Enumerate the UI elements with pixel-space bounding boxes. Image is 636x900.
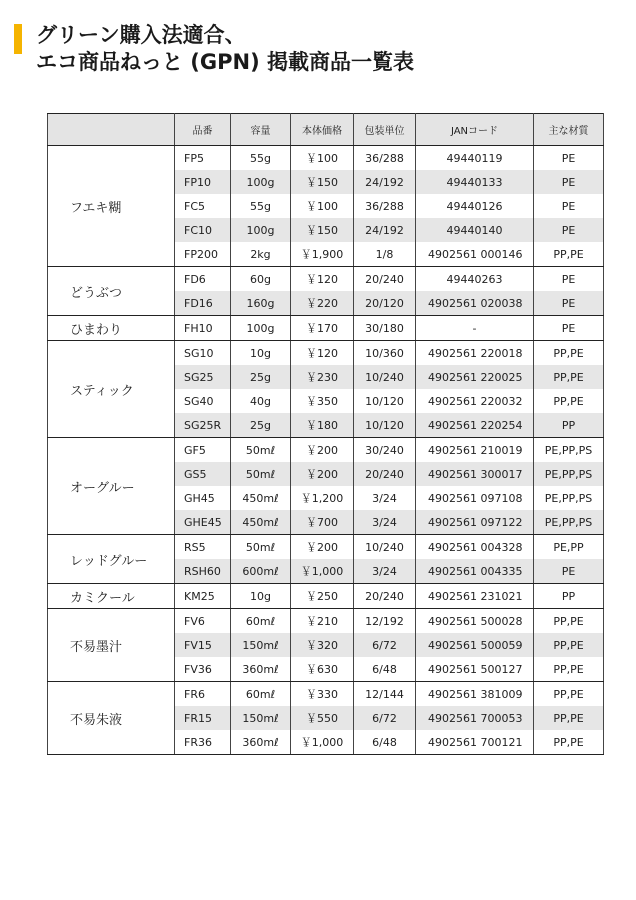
jan-code-cell: 4902561 381009	[416, 682, 534, 707]
jan-code-cell: 4902561 210019	[416, 438, 534, 463]
pack-unit-cell: 20/240	[354, 584, 416, 609]
volume-cell: 60g	[231, 267, 291, 292]
header-price: 本体価格	[291, 114, 354, 146]
pack-unit-cell: 20/240	[354, 267, 416, 292]
jan-code-cell: 49440263	[416, 267, 534, 292]
volume-cell: 100g	[231, 170, 291, 194]
product-code-cell: FP5	[175, 146, 231, 171]
volume-cell: 60mℓ	[231, 682, 291, 707]
price-cell: ￥1,000	[291, 559, 354, 584]
jan-code-cell: 4902561 500028	[416, 609, 534, 634]
product-code-cell: FR36	[175, 730, 231, 755]
pack-unit-cell: 10/240	[354, 535, 416, 560]
product-code-cell: FV15	[175, 633, 231, 657]
product-code-cell: FH10	[175, 316, 231, 341]
price-cell: ￥200	[291, 462, 354, 486]
pack-unit-cell: 36/288	[354, 194, 416, 218]
price-cell: ￥180	[291, 413, 354, 438]
material-cell: PP,PE	[534, 242, 604, 267]
table-row	[48, 682, 604, 707]
product-table	[47, 113, 604, 755]
pack-unit-cell: 3/24	[354, 510, 416, 535]
volume-cell: 50mℓ	[231, 438, 291, 463]
volume-cell: 100g	[231, 316, 291, 341]
material-cell: PE	[534, 218, 604, 242]
pack-unit-cell: 3/24	[354, 486, 416, 510]
product-code-cell: GF5	[175, 438, 231, 463]
pack-unit-cell: 36/288	[354, 146, 416, 171]
jan-code-cell: 4902561 097122	[416, 510, 534, 535]
price-cell: ￥220	[291, 291, 354, 316]
jan-code-cell: 4902561 000146	[416, 242, 534, 267]
group-name: 不易朱液	[48, 682, 175, 755]
product-code-cell: FV6	[175, 609, 231, 634]
price-cell: ￥1,900	[291, 242, 354, 267]
product-code-cell: SG25	[175, 365, 231, 389]
pack-unit-cell: 20/240	[354, 462, 416, 486]
group-name: オーグルー	[48, 438, 175, 535]
material-cell: PP,PE	[534, 609, 604, 634]
price-cell: ￥150	[291, 170, 354, 194]
pack-unit-cell: 10/120	[354, 389, 416, 413]
jan-code-cell: 4902561 220032	[416, 389, 534, 413]
material-cell: PP,PE	[534, 706, 604, 730]
table-row	[48, 146, 604, 171]
material-cell: PE	[534, 559, 604, 584]
product-code-cell: FD6	[175, 267, 231, 292]
material-cell: PE,PP,PS	[534, 510, 604, 535]
volume-cell: 55g	[231, 194, 291, 218]
header-jan-code: JANコード	[416, 114, 534, 146]
header-volume: 容量	[231, 114, 291, 146]
product-code-cell: FC10	[175, 218, 231, 242]
title-text	[36, 22, 596, 76]
material-cell: PE	[534, 267, 604, 292]
product-code-cell: FR15	[175, 706, 231, 730]
pack-unit-cell: 1/8	[354, 242, 416, 267]
jan-code-cell: 4902561 500127	[416, 657, 534, 682]
material-cell: PP,PE	[534, 730, 604, 755]
price-cell: ￥250	[291, 584, 354, 609]
group-name: ひまわり	[48, 316, 175, 341]
jan-code-cell: 4902561 097108	[416, 486, 534, 510]
material-cell: PE	[534, 291, 604, 316]
volume-cell: 600mℓ	[231, 559, 291, 584]
product-code-cell: KM25	[175, 584, 231, 609]
material-cell: PP,PE	[534, 341, 604, 366]
material-cell: PP,PE	[534, 682, 604, 707]
price-cell: ￥170	[291, 316, 354, 341]
pack-unit-cell: 10/360	[354, 341, 416, 366]
product-code-cell: SG40	[175, 389, 231, 413]
volume-cell: 360mℓ	[231, 730, 291, 755]
jan-code-cell: 4902561 220254	[416, 413, 534, 438]
price-cell: ￥1,000	[291, 730, 354, 755]
price-cell: ￥210	[291, 609, 354, 634]
jan-code-cell: 4902561 220025	[416, 365, 534, 389]
pack-unit-cell: 6/48	[354, 730, 416, 755]
jan-code-cell: 4902561 020038	[416, 291, 534, 316]
product-code-cell: GH45	[175, 486, 231, 510]
jan-code-cell: 4902561 220018	[416, 341, 534, 366]
pack-unit-cell: 20/120	[354, 291, 416, 316]
group-name: 不易墨汁	[48, 609, 175, 682]
volume-cell: 150mℓ	[231, 633, 291, 657]
jan-code-cell: 4902561 700053	[416, 706, 534, 730]
product-code-cell: FP200	[175, 242, 231, 267]
material-cell: PE,PP,PS	[534, 486, 604, 510]
pack-unit-cell: 24/192	[354, 218, 416, 242]
group-name: どうぶつ	[48, 267, 175, 316]
jan-code-cell: 49440133	[416, 170, 534, 194]
material-cell: PE,PP,PS	[534, 438, 604, 463]
pack-unit-cell: 24/192	[354, 170, 416, 194]
product-code-cell: FC5	[175, 194, 231, 218]
pack-unit-cell: 3/24	[354, 559, 416, 584]
jan-code-cell: -	[416, 316, 534, 341]
jan-code-cell: 49440119	[416, 146, 534, 171]
table-row	[48, 609, 604, 634]
price-cell: ￥330	[291, 682, 354, 707]
pack-unit-cell: 6/72	[354, 633, 416, 657]
product-code-cell: FV36	[175, 657, 231, 682]
jan-code-cell: 4902561 300017	[416, 462, 534, 486]
table-row	[48, 535, 604, 560]
table-row	[48, 438, 604, 463]
title-accent-bar	[14, 24, 22, 54]
price-cell: ￥350	[291, 389, 354, 413]
price-cell: ￥1,200	[291, 486, 354, 510]
volume-cell: 60mℓ	[231, 609, 291, 634]
jan-code-cell: 4902561 004335	[416, 559, 534, 584]
table-row	[48, 316, 604, 341]
pack-unit-cell: 10/240	[354, 365, 416, 389]
volume-cell: 10g	[231, 584, 291, 609]
group-name: レッドグルー	[48, 535, 175, 584]
price-cell: ￥120	[291, 341, 354, 366]
title-line-1: グリーン購入法適合、	[36, 23, 246, 47]
product-code-cell: RS5	[175, 535, 231, 560]
volume-cell: 25g	[231, 365, 291, 389]
group-name: カミクール	[48, 584, 175, 609]
pack-unit-cell: 10/120	[354, 413, 416, 438]
material-cell: PP,PE	[534, 365, 604, 389]
volume-cell: 100g	[231, 218, 291, 242]
table-row	[48, 267, 604, 292]
material-cell: PE,PP,PS	[534, 462, 604, 486]
material-cell: PE,PP	[534, 535, 604, 560]
table-header-row	[48, 114, 604, 146]
volume-cell: 160g	[231, 291, 291, 316]
material-cell: PE	[534, 170, 604, 194]
product-code-cell: GS5	[175, 462, 231, 486]
pack-unit-cell: 12/144	[354, 682, 416, 707]
volume-cell: 40g	[231, 389, 291, 413]
product-code-cell: GHE45	[175, 510, 231, 535]
header-material: 主な材質	[534, 114, 604, 146]
group-name: フエキ糊	[48, 146, 175, 267]
price-cell: ￥700	[291, 510, 354, 535]
material-cell: PP	[534, 413, 604, 438]
pack-unit-cell: 30/180	[354, 316, 416, 341]
table-row	[48, 584, 604, 609]
product-code-cell: RSH60	[175, 559, 231, 584]
price-cell: ￥630	[291, 657, 354, 682]
price-cell: ￥550	[291, 706, 354, 730]
material-cell: PE	[534, 194, 604, 218]
table-body	[48, 146, 604, 755]
price-cell: ￥200	[291, 535, 354, 560]
jan-code-cell: 4902561 500059	[416, 633, 534, 657]
material-cell: PP,PE	[534, 633, 604, 657]
product-code-cell: SG10	[175, 341, 231, 366]
pack-unit-cell: 6/72	[354, 706, 416, 730]
pack-unit-cell: 6/48	[354, 657, 416, 682]
price-cell: ￥200	[291, 438, 354, 463]
pack-unit-cell: 30/240	[354, 438, 416, 463]
volume-cell: 50mℓ	[231, 462, 291, 486]
price-cell: ￥100	[291, 194, 354, 218]
material-cell: PE	[534, 146, 604, 171]
price-cell: ￥120	[291, 267, 354, 292]
volume-cell: 450mℓ	[231, 486, 291, 510]
product-code-cell: SG25R	[175, 413, 231, 438]
volume-cell: 50mℓ	[231, 535, 291, 560]
jan-code-cell: 49440140	[416, 218, 534, 242]
volume-cell: 2kg	[231, 242, 291, 267]
table-row	[48, 341, 604, 366]
header-pack-unit: 包装単位	[354, 114, 416, 146]
volume-cell: 25g	[231, 413, 291, 438]
material-cell: PP,PE	[534, 389, 604, 413]
group-name: スティック	[48, 341, 175, 438]
product-code-cell: FR6	[175, 682, 231, 707]
price-cell: ￥100	[291, 146, 354, 171]
product-code-cell: FD16	[175, 291, 231, 316]
pack-unit-cell: 12/192	[354, 609, 416, 634]
jan-code-cell: 4902561 700121	[416, 730, 534, 755]
product-code-cell: FP10	[175, 170, 231, 194]
header-group	[48, 114, 175, 146]
volume-cell: 150mℓ	[231, 706, 291, 730]
material-cell: PP	[534, 584, 604, 609]
price-cell: ￥150	[291, 218, 354, 242]
jan-code-cell: 4902561 231021	[416, 584, 534, 609]
volume-cell: 450mℓ	[231, 510, 291, 535]
title-line-2: エコ商品ねっと (GPN) 掲載商品一覧表	[36, 50, 415, 74]
material-cell: PE	[534, 316, 604, 341]
price-cell: ￥320	[291, 633, 354, 657]
jan-code-cell: 4902561 004328	[416, 535, 534, 560]
material-cell: PP,PE	[534, 657, 604, 682]
header-code: 品番	[175, 114, 231, 146]
price-cell: ￥230	[291, 365, 354, 389]
volume-cell: 360mℓ	[231, 657, 291, 682]
jan-code-cell: 49440126	[416, 194, 534, 218]
volume-cell: 55g	[231, 146, 291, 171]
volume-cell: 10g	[231, 341, 291, 366]
